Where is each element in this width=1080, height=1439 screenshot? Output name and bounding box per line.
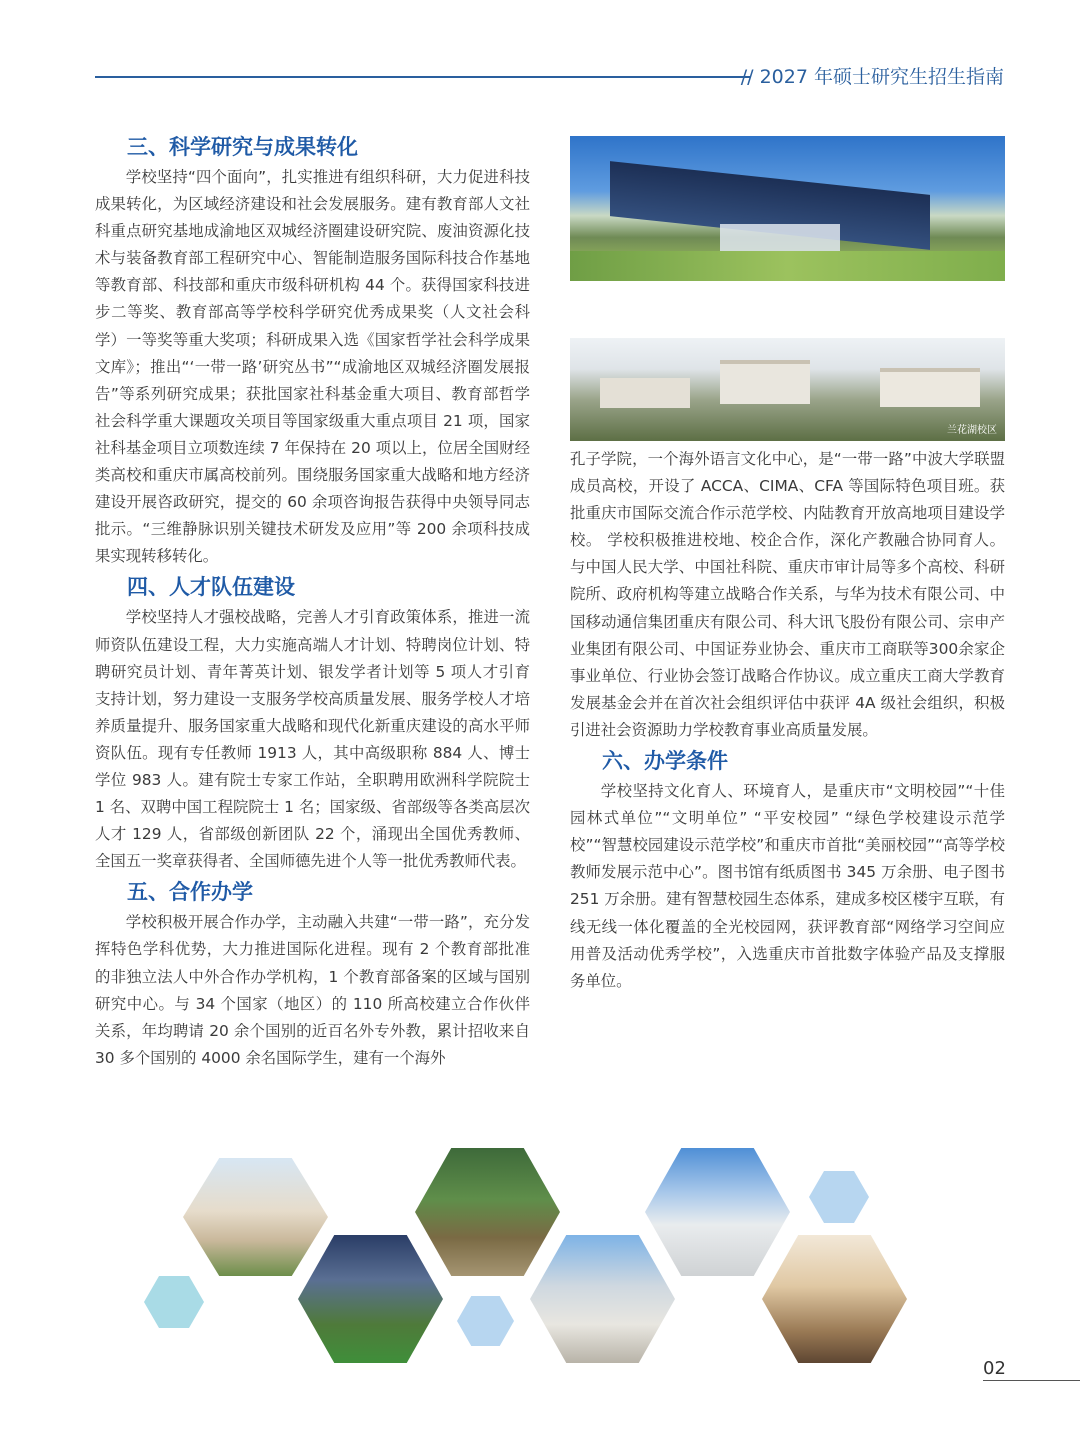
section-5-body: 学校积极开展合作办学，主动融入共建“一带一路”，充分发挥特色学科优势，大力推进国际化进程。现有 2 个教育部批准的非独立法人中外合作办学机构，1 个教育部备案的区域与国别研究中心。与 34 个国家（地区）的 110 所高校建立合作伙伴关系，年均聘请 20 余个国别的近百名外专外教，累计招收来自 30 多个国别的 4000 余名国际学生，建有一个海外 bbox=[95, 913, 530, 1067]
photo-caption: 兰花湖校区 bbox=[947, 425, 997, 436]
left-column bbox=[95, 130, 530, 1072]
section-5-heading: 五、合作办学 bbox=[127, 880, 253, 905]
footer-rule bbox=[983, 1380, 1080, 1381]
header-rule bbox=[95, 76, 750, 78]
section-6-heading: 六、办学条件 bbox=[602, 749, 728, 774]
campus-gate-photo bbox=[570, 136, 1005, 281]
lawn-shape bbox=[570, 251, 1005, 281]
welcome-sign-shape bbox=[720, 224, 840, 254]
building-shape bbox=[880, 368, 980, 407]
lanhuahu-campus-photo bbox=[570, 338, 1005, 441]
section-3-heading: 三、科学研究与成果转化 bbox=[127, 135, 358, 159]
section-6-body: 学校坚持文化育人、环境育人，是重庆市“文明校园”“十佳园林式单位”“文明单位” “平安校园” “绿色学校建设示范学校”“智慧校园建设示范学校”和重庆市首批“美丽校园”“高等学校教师发展示范中心”。图书馆有纸质图书 345 万余册、电子图书 251 万余册。建有智慧校园生态体系，建成多校区楼宇互联，有线无线一体化覆盖的全光校园网，获评教育部“网络学习空间应用普及活动优秀学校”，入选重庆市首批数字体验产品及支撑服务单位。 bbox=[570, 782, 1005, 990]
campus-hex-photo bbox=[530, 1235, 675, 1363]
building-shape bbox=[720, 360, 810, 404]
campus-hex-photo bbox=[762, 1235, 907, 1363]
section-4-heading: 四、人才队伍建设 bbox=[127, 575, 295, 600]
section-3-body: 学校坚持“四个面向”，扎实推进有组织科研，大力促进科技成果转化，为区域经济建设和社会发展服务。建有教育部人文社科重点研究基地成渝地区双城经济圈建设研究院、废油资源化技术与装备教育部工程研究中心、智能制造服务国际科技合作基地等教育部、科技部和重庆市级科研机构 44 个。获得国家科技进步二等奖、教育部高等学校科学研究优秀成果奖（人文社会科学）一等奖等重大奖项；科研成果入选《国家哲学社会科学成果文库》；推出“‘一带一路’研究丛书”“成渝地区双城经济圈发展报告”等系列研究成果；获批国家社科基金重大项目、教育部哲学社会科学重大课题攻关项目等国家级重大重点项目 21 项，国家社科基金项目立项数连续 7 年保持在 20 项以上，位居全国财经类高校和重庆市属高校前列。围绕服务国家重大战略和地方经济建设开展咨政研究，提交的 60 余项咨询报告获得中央领导同志批示。“三维静脉识别关键技术研发及应用”等 200 余项科技成果实现转移转化。 bbox=[95, 168, 530, 566]
section-4-body: 学校坚持人才强校战略，完善人才引育政策体系，推进一流师资队伍建设工程，大力实施高端人才计划、特聘岗位计划、特聘研究员计划、青年菁英计划、银发学者计划等 5 项人才引育支持计划，努力建设一支服务学校高质量发展、服务学校人才培养质量提升、服务国家重大战略和现代化新重庆建设的高水平师资队伍。现有专任教师 1913 人，其中高级职称 884 人、博士学位 983 人。建有院士专家工作站，全职聘用欧洲科学院院士 1 名、双聘中国工程院院士 1 名；国家级、省部级等各类高层次人才 129 人，省部级创新团队 22 个，涌现出全国优秀教师、全国五一奖章获得者、全国师德先进个人等一批优秀教师代表。 bbox=[95, 608, 530, 871]
campus-hex-photo bbox=[645, 1148, 790, 1276]
section-5-continued: 孔子学院，一个海外语言文化中心，是“一带一路”中波大学联盟成员高校，开设了 ACCA、CIMA、CFA 等国际特色项目班。获批重庆市国际交流合作示范学校、内陆教育开放高地项目建设学校。 学校积极推进校地、校企合作，深化产教融合协同育人。与中国人民大学、中国社科院、重庆市审计局等多个高校、科研院所、政府机构等建立战略合作关系，与华为技术有限公司、中国移动通信集团重庆有限公司、科大讯飞股份有限公司、宗申产业集团有限公司、中国证券业协会、重庆市工商联等300余家企事业单位、行业协会签订战略合作协议。成立重庆工商大学教育发展基金会并在首次社会组织评估中获评 4A 级社会组织，积极引进社会资源助力学校教育事业高质量发展。 bbox=[570, 450, 1005, 739]
decorative-hexagon bbox=[809, 1171, 869, 1223]
campus-hex-photo bbox=[183, 1158, 328, 1276]
decorative-hexagon bbox=[144, 1276, 204, 1328]
campus-hex-photo bbox=[415, 1148, 560, 1276]
header-title: // 2027 年硕士研究生招生指南 bbox=[740, 66, 1004, 88]
page-number: 02 bbox=[983, 1358, 1006, 1379]
campus-hex-photo bbox=[298, 1235, 443, 1363]
building-shape bbox=[600, 378, 690, 408]
right-column bbox=[570, 446, 1005, 995]
decorative-hexagon bbox=[457, 1296, 514, 1346]
